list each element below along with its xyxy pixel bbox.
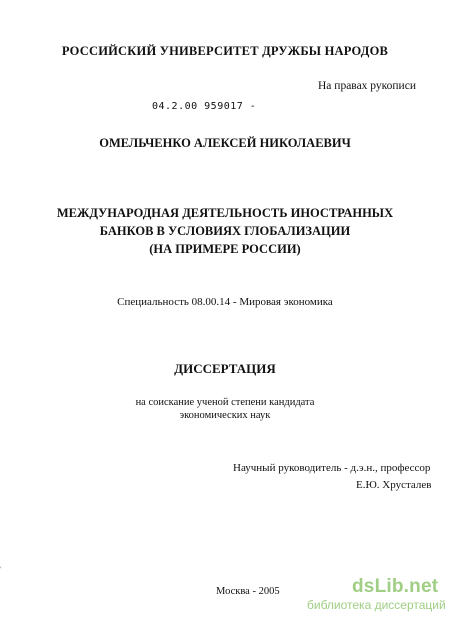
- supervisor-name: Е.Ю. Хрусталев: [356, 479, 432, 491]
- university-name: РОССИЙСКИЙ УНИВЕРСИТЕТ ДРУЖБЫ НАРОДОВ: [61, 44, 389, 58]
- watermark-subtitle: библиотека диссертаций: [307, 598, 446, 612]
- manuscript-note: На правах рукописи: [318, 80, 416, 92]
- title-line-3: (НА ПРИМЕРЕ РОССИИ): [149, 242, 301, 256]
- specialty: Специальность 08.00.14 - Мировая экономика: [117, 296, 333, 308]
- author-name: ОМЕЛЬЧЕНКО АЛЕКСЕЙ НИКОЛАЕВИЧ: [99, 136, 351, 150]
- degree-line-1: на соискание ученой степени кандидата: [135, 397, 315, 408]
- title-line-1: МЕЖДУНАРОДНАЯ ДЕЯТЕЛЬНОСТЬ ИНОСТРАННЫХ: [56, 206, 394, 220]
- archive-number: 04.2.00 959017 -: [152, 101, 257, 112]
- watermark-logo: dsLib.net: [352, 576, 439, 597]
- supervisor-title: Научный руководитель - д.э.н., профессор: [233, 462, 431, 474]
- place-year: Москва - 2005: [216, 586, 280, 597]
- degree-line-2: экономических наук: [179, 410, 271, 421]
- title-line-2: БАНКОВ В УСЛОВИЯХ ГЛОБАЛИЗАЦИИ: [99, 224, 351, 238]
- document-type: ДИССЕРТАЦИЯ: [174, 361, 276, 376]
- margin-mark: ': [0, 566, 2, 573]
